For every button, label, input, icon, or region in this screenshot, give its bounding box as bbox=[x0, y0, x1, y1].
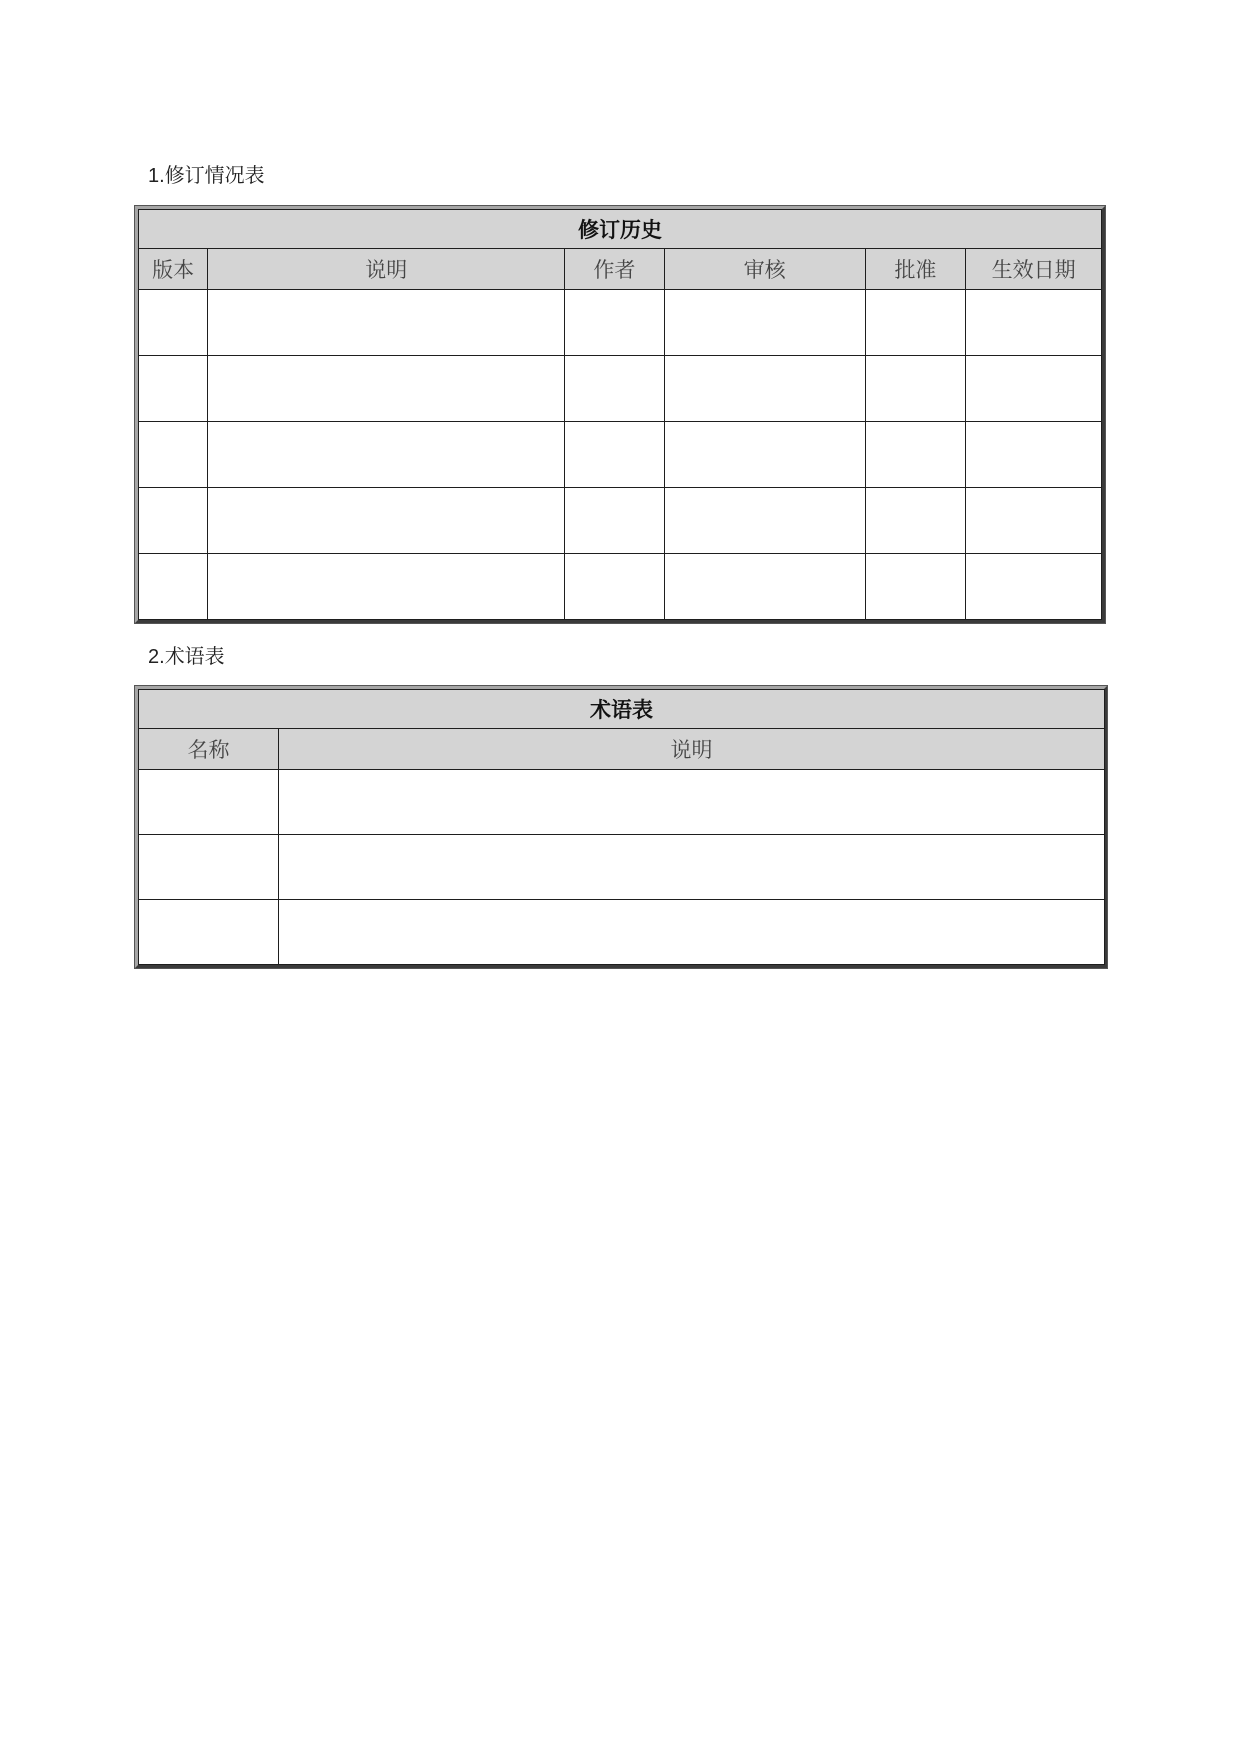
table-title: 修订历史 bbox=[139, 210, 1102, 249]
table-cell[interactable] bbox=[208, 356, 565, 422]
table-cell[interactable] bbox=[139, 488, 208, 554]
column-header-author: 作者 bbox=[565, 249, 665, 290]
table-cell[interactable] bbox=[966, 422, 1102, 488]
table-cell[interactable] bbox=[139, 356, 208, 422]
table-row bbox=[139, 770, 1105, 835]
table-cell[interactable] bbox=[139, 554, 208, 620]
column-header-version: 版本 bbox=[139, 249, 208, 290]
table-cell[interactable] bbox=[865, 554, 966, 620]
table-row bbox=[139, 554, 1102, 620]
table-cell[interactable] bbox=[208, 290, 565, 356]
table-cell[interactable] bbox=[664, 488, 865, 554]
table-cell[interactable] bbox=[208, 422, 565, 488]
table-row bbox=[139, 356, 1102, 422]
table-row bbox=[139, 290, 1102, 356]
table-cell[interactable] bbox=[565, 488, 665, 554]
glossary-table bbox=[135, 686, 1107, 968]
revision-history-table bbox=[135, 206, 1105, 623]
table-cell[interactable] bbox=[565, 554, 665, 620]
column-header-effective-date: 生效日期 bbox=[966, 249, 1102, 290]
table-cell[interactable] bbox=[279, 835, 1105, 900]
table-row bbox=[139, 488, 1102, 554]
table-cell[interactable] bbox=[279, 900, 1105, 965]
table-cell[interactable] bbox=[966, 488, 1102, 554]
column-header-approver: 批准 bbox=[865, 249, 966, 290]
section-title: 术语表 bbox=[164, 644, 225, 668]
table-cell[interactable] bbox=[966, 290, 1102, 356]
section-heading-glossary bbox=[148, 644, 225, 669]
column-header-reviewer: 审核 bbox=[664, 249, 865, 290]
table-cell[interactable] bbox=[139, 770, 279, 835]
table-cell[interactable] bbox=[865, 488, 966, 554]
column-header-description: 说明 bbox=[208, 249, 565, 290]
section-heading-revision bbox=[148, 163, 265, 188]
table-cell[interactable] bbox=[966, 356, 1102, 422]
table-cell[interactable] bbox=[565, 356, 665, 422]
table-cell[interactable] bbox=[664, 356, 865, 422]
table-cell[interactable] bbox=[664, 422, 865, 488]
table-cell[interactable] bbox=[139, 422, 208, 488]
section-title: 修订情况表 bbox=[164, 163, 265, 187]
section-number: 1. bbox=[148, 165, 165, 187]
table-cell[interactable] bbox=[865, 422, 966, 488]
section-number: 2. bbox=[148, 646, 165, 668]
table-cell[interactable] bbox=[664, 290, 865, 356]
table-cell[interactable] bbox=[865, 356, 966, 422]
table-cell[interactable] bbox=[139, 900, 279, 965]
table-cell[interactable] bbox=[208, 488, 565, 554]
table-cell[interactable] bbox=[865, 290, 966, 356]
table-cell[interactable] bbox=[139, 835, 279, 900]
table-row bbox=[139, 835, 1105, 900]
table-cell[interactable] bbox=[279, 770, 1105, 835]
table-row bbox=[139, 900, 1105, 965]
column-header-description: 说明 bbox=[279, 729, 1105, 770]
table-cell[interactable] bbox=[565, 290, 665, 356]
column-header-name: 名称 bbox=[139, 729, 279, 770]
table-cell[interactable] bbox=[208, 554, 565, 620]
table-cell[interactable] bbox=[139, 290, 208, 356]
table-row bbox=[139, 422, 1102, 488]
table-title: 术语表 bbox=[139, 690, 1105, 729]
table-cell[interactable] bbox=[565, 422, 665, 488]
table-cell[interactable] bbox=[966, 554, 1102, 620]
table-cell[interactable] bbox=[664, 554, 865, 620]
